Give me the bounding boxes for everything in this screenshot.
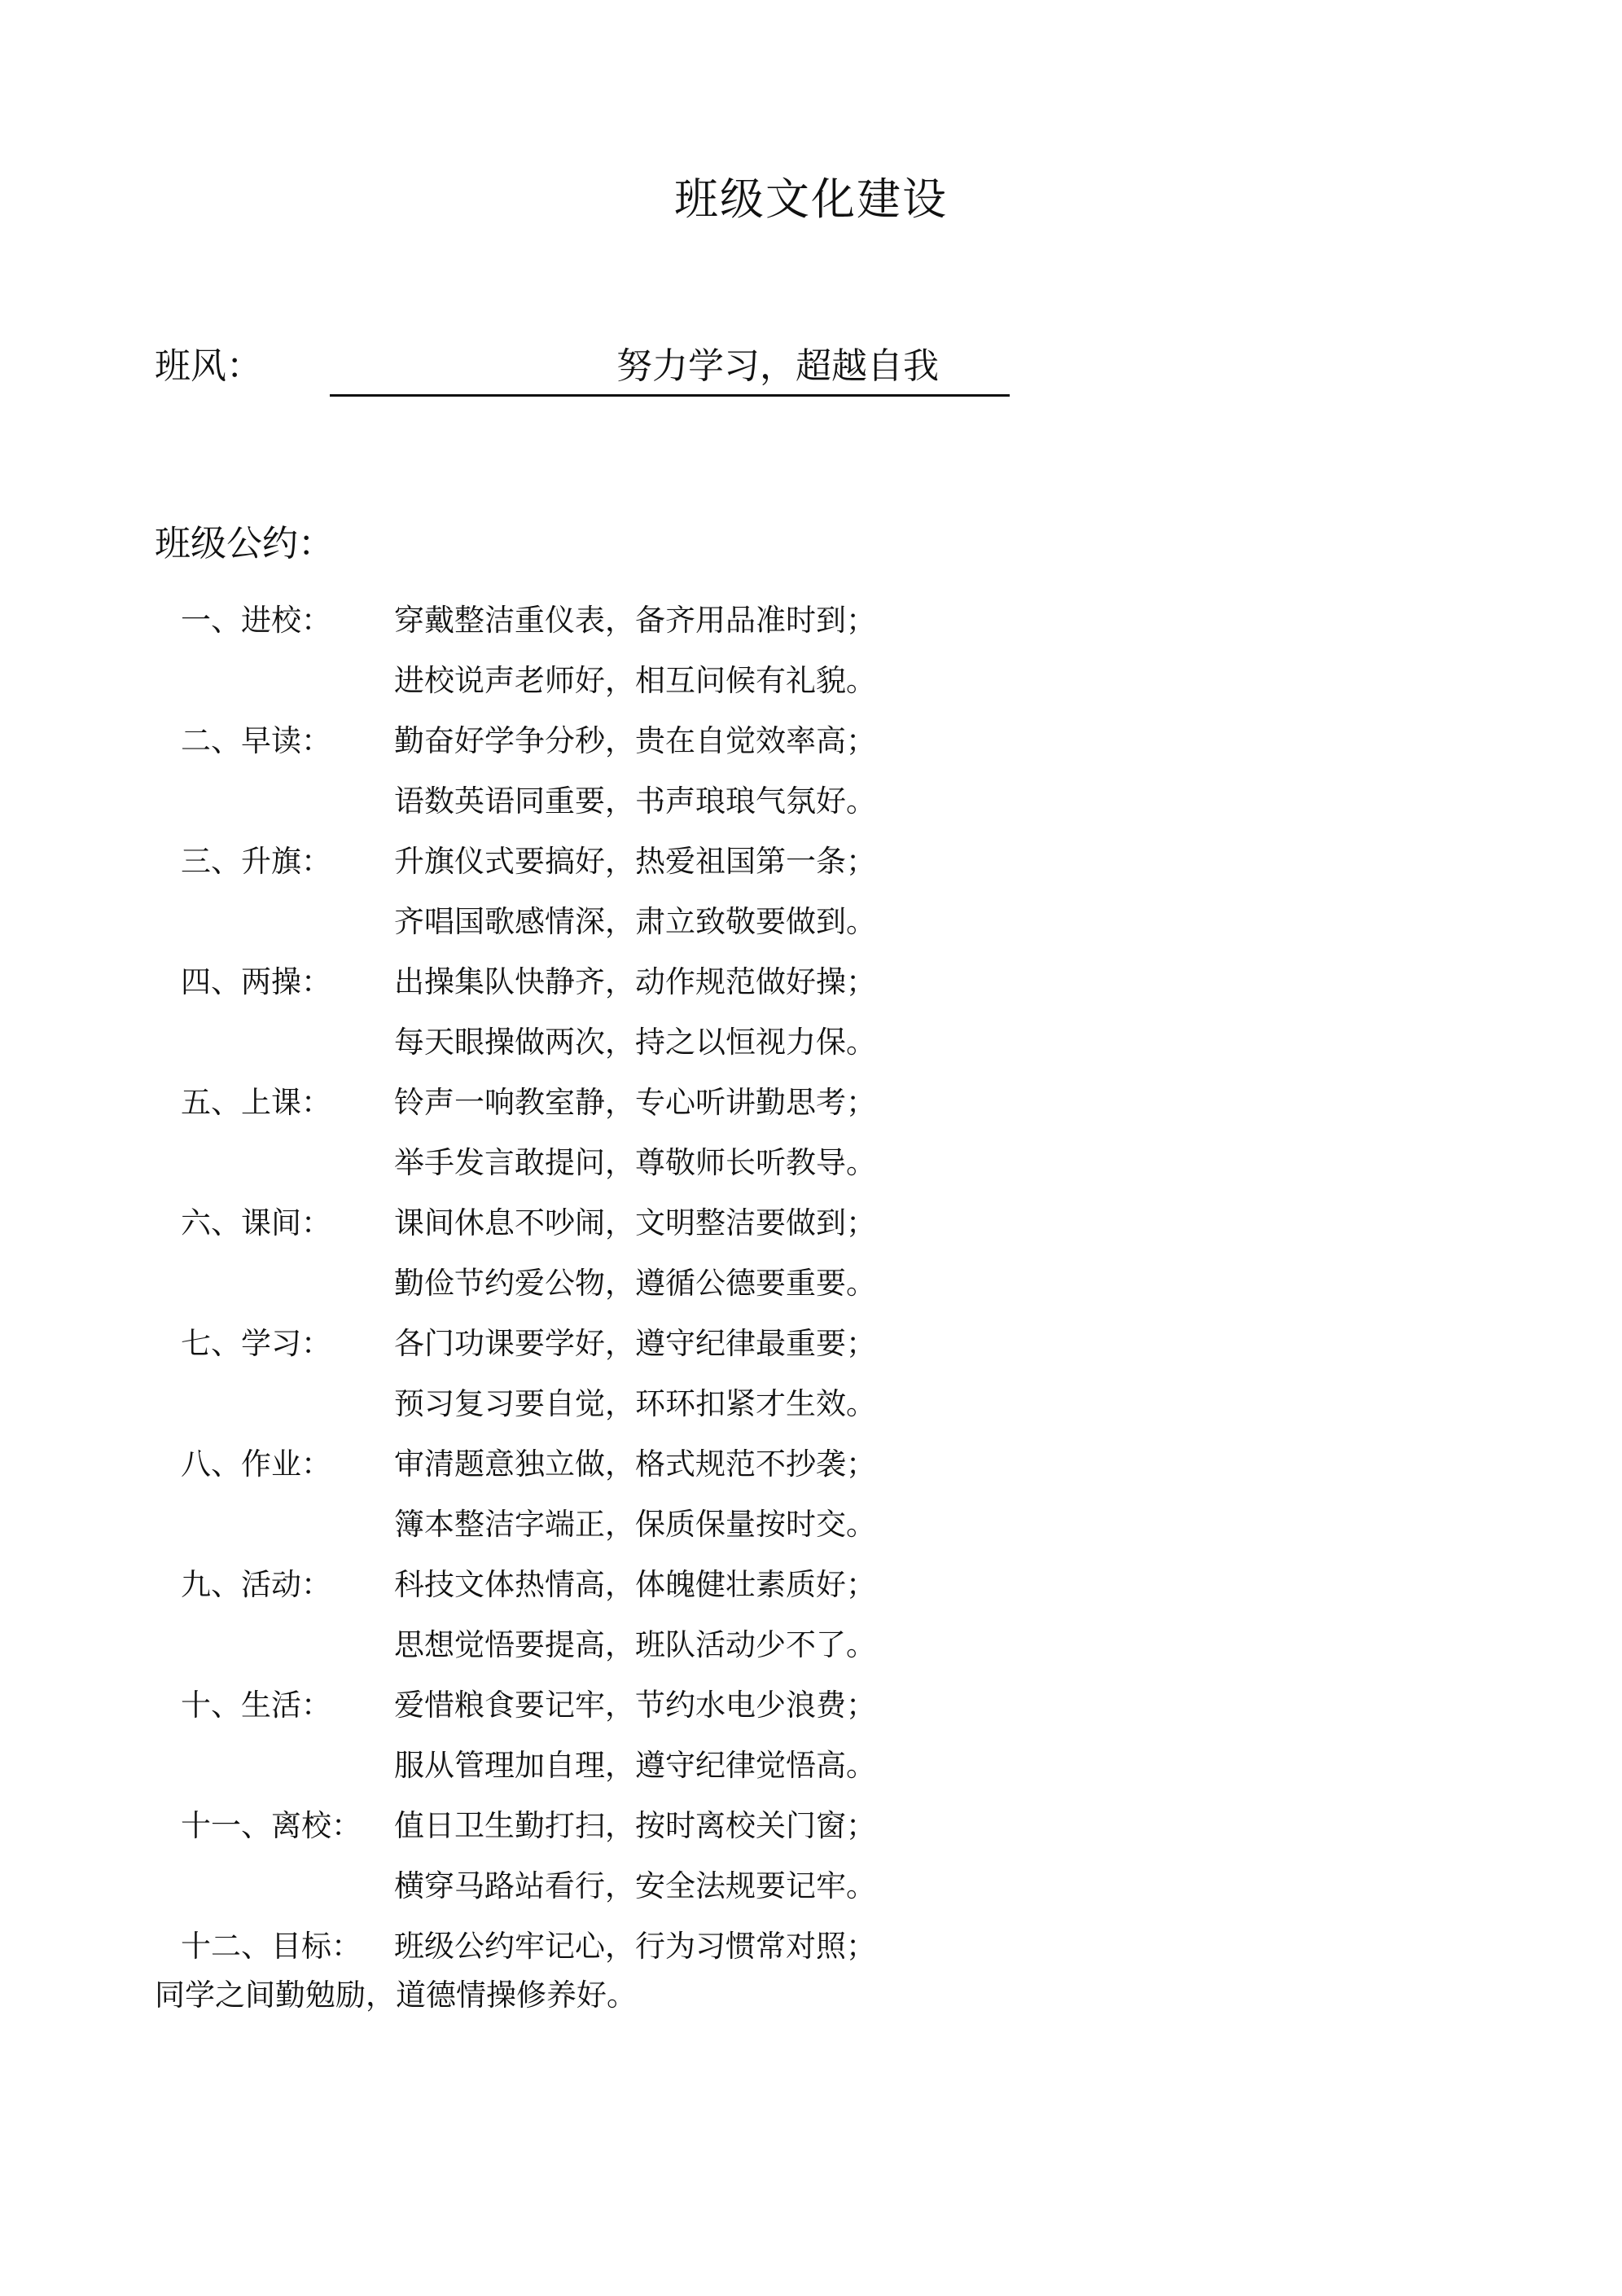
rule-label: 九、活动： — [181, 1567, 331, 1602]
rule-label: 七、学习： — [181, 1326, 331, 1361]
rule-line: 班级公约牢记心，行为习惯常对照； — [394, 1929, 876, 1964]
rule-label: 五、上课： — [181, 1085, 331, 1120]
final-line: 同学之间勤勉励，道德情操修养好。 — [155, 1978, 637, 2013]
rule-line: 预习复习要自觉，环环扣紧才生效。 — [394, 1386, 876, 1421]
rule-line: 科技文体热情高，体魄健壮素质好； — [394, 1567, 876, 1602]
rule-line: 服从管理加自理，遵守纪律觉悟高。 — [394, 1748, 876, 1783]
rule-line: 簿本整洁字端正，保质保量按时交。 — [394, 1507, 876, 1542]
rule-line: 值日卫生勤打扫，按时离校关门窗； — [394, 1808, 876, 1843]
rule-line: 每天眼操做两次，持之以恒视力保。 — [394, 1025, 876, 1060]
rule-line: 升旗仪式要搞好，热爱祖国第一条； — [394, 844, 876, 879]
rule-label: 十二、目标： — [181, 1929, 362, 1964]
rule-line: 课间休息不吵闹，文明整洁要做到； — [394, 1205, 876, 1240]
rule-line: 审清题意独立做，格式规范不抄袭； — [394, 1447, 876, 1482]
motto-label: 班风： — [155, 345, 262, 387]
rule-line: 勤俭节约爱公物，遵循公德要重要。 — [394, 1266, 876, 1301]
rule-line: 穿戴整洁重仪表，备齐用品准时到； — [394, 603, 876, 638]
rule-line: 思想觉悟要提高，班队活动少不了。 — [394, 1627, 876, 1662]
rule-label: 六、课间： — [181, 1205, 331, 1240]
rule-line: 语数英语同重要，书声琅琅气氛好。 — [394, 784, 876, 819]
rule-line: 爱惜粮食要记牢，节约水电少浪费； — [394, 1688, 876, 1723]
rule-label: 十、生活： — [181, 1688, 331, 1723]
rule-label: 四、两操： — [181, 964, 331, 999]
page-title: 班级文化建设 — [674, 173, 948, 225]
convention-heading: 班级公约： — [155, 523, 334, 564]
rule-line: 铃声一响教室静，专心听讲勤思考； — [394, 1085, 876, 1120]
rule-label: 一、进校： — [181, 603, 331, 638]
motto-text: 努力学习，超越自我 — [616, 345, 939, 387]
rule-line: 齐唱国歌感情深，肃立致敬要做到。 — [394, 904, 876, 939]
rule-line: 横穿马路站看行，安全法规要记牢。 — [394, 1868, 876, 1903]
rule-line: 勤奋好学争分秒，贵在自觉效率高； — [394, 723, 876, 758]
rule-label: 二、早读： — [181, 723, 331, 758]
rule-line: 举手发言敢提问，尊敬师长听教导。 — [394, 1145, 876, 1180]
rule-line: 出操集队快静齐，动作规范做好操； — [394, 964, 876, 999]
rule-label: 八、作业： — [181, 1447, 331, 1482]
rule-line: 进校说声老师好，相互问候有礼貌。 — [394, 663, 876, 698]
rule-line: 各门功课要学好，遵守纪律最重要； — [394, 1326, 876, 1361]
rule-label: 十一、离校： — [181, 1808, 362, 1843]
rule-label: 三、升旗： — [181, 844, 331, 879]
